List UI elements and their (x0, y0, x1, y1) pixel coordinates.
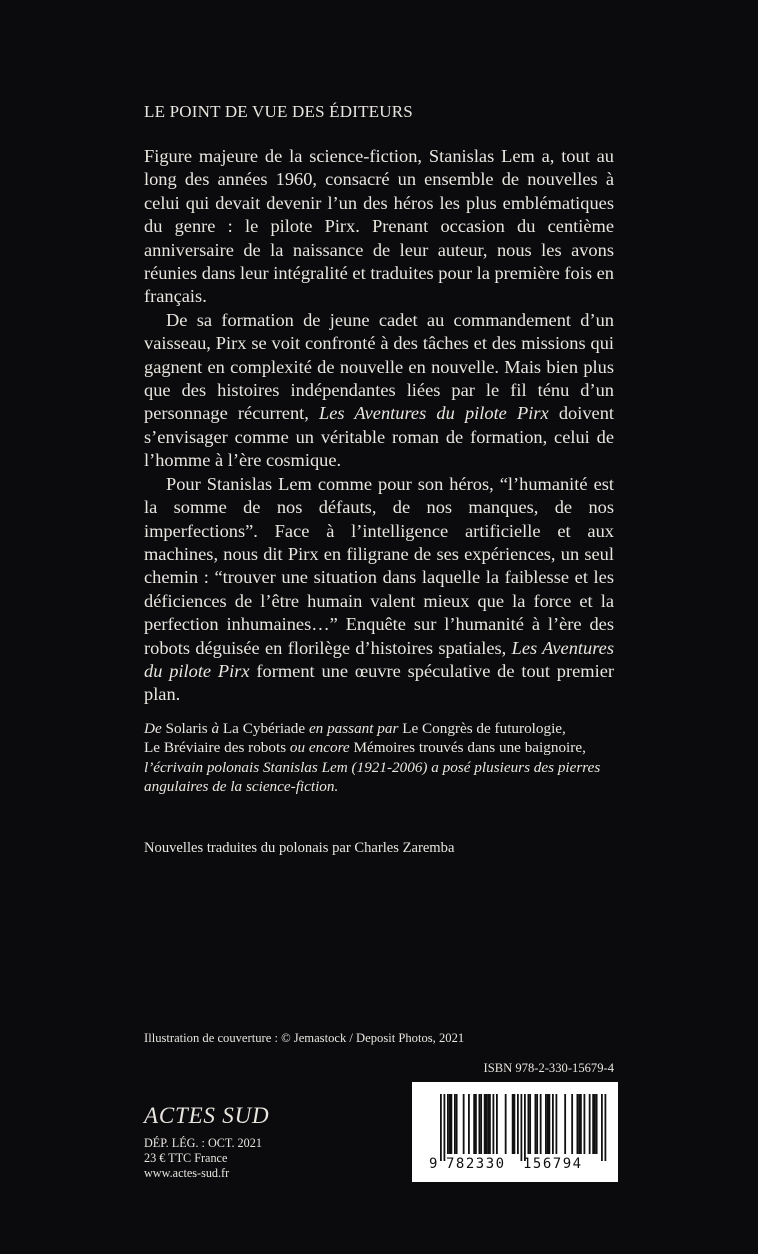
author-note (144, 719, 614, 797)
barcode-bar (447, 1094, 449, 1154)
publisher-blurb (144, 145, 614, 707)
work-title: Le Bréviaire des robots (144, 739, 287, 757)
barcode-bar (535, 1094, 537, 1154)
barcode-bar (578, 1094, 580, 1154)
work-title: Solaris (165, 720, 208, 737)
barcode-bar (540, 1094, 542, 1154)
barcode-bar (479, 1094, 481, 1154)
section-heading: LE POINT DE VUE DES ÉDITEURS (144, 102, 413, 121)
author-note-text: en passant par (308, 720, 399, 737)
barcode-guard-bar (601, 1094, 603, 1161)
barcode-bar (596, 1094, 598, 1154)
work-title: Le Congrès de futurologie, (402, 720, 566, 737)
barcode-bar (484, 1094, 486, 1154)
barcode-right-digits: 156794 (523, 1156, 583, 1172)
book-title: Les Aventures du pilote Pirx (144, 637, 614, 681)
blurb-paragraph-3 (144, 473, 614, 707)
barcode-bar (529, 1094, 531, 1154)
barcode-bar (468, 1094, 470, 1154)
illustration-credit: Illustration de couverture : © Jemastock / Deposit Photos, 2021 (144, 1031, 465, 1045)
website: www.actes-sud.fr (144, 1166, 230, 1181)
barcode-guard-bar (440, 1094, 442, 1161)
barcode-first-digit: 9 (429, 1156, 438, 1172)
work-title: La Cybériade (222, 720, 306, 737)
barcode-bar (473, 1094, 475, 1154)
barcode-bar (463, 1094, 465, 1154)
blurb-text: forment une œuvre spéculative de tout premier plan. (144, 660, 614, 705)
barcode-bar (547, 1094, 549, 1154)
barcode-bar (475, 1094, 477, 1154)
imprint-block (144, 1136, 262, 1182)
barcode-bar (496, 1094, 498, 1154)
barcode-bar (536, 1094, 538, 1154)
book-title: Les Aventures du pilote Pirx (319, 403, 549, 424)
barcode-guard-bar (521, 1094, 523, 1161)
author-note-text: l’écrivain polonais Stanislas Lem (1921-2006) a posé plusieurs des pierres angulaires de la science-fiction. (144, 758, 601, 796)
barcode-bar (486, 1094, 488, 1154)
blurb-paragraph-2 (144, 309, 614, 473)
barcode-bar (456, 1094, 458, 1154)
barcode-guard-bar (524, 1094, 526, 1161)
barcode-bar (592, 1094, 594, 1154)
translator-credit: Nouvelles traduites du polonais par Charles Zaremba (144, 840, 455, 856)
barcode-bar (549, 1094, 551, 1154)
barcode-bar (556, 1094, 558, 1154)
work-title: Mémoires trouvés dans une baignoire, (353, 739, 586, 757)
barcode (412, 1082, 618, 1182)
barcode-bar (571, 1094, 573, 1154)
barcode-bar (584, 1094, 586, 1154)
author-note-text: ou encore (289, 739, 350, 757)
barcode-bar (517, 1094, 519, 1154)
author-note-text: à (211, 720, 220, 737)
barcode-bar (594, 1094, 596, 1154)
publisher-logo: ACTES SUD (144, 1103, 270, 1128)
blurb-text: Pour Stanislas Lem comme pour son héros, “l’humanité est la somme de nos défauts, de nos manques, de nos imperfections”. Face à l’intelligence artificielle et aux machines, nous dit Pirx en filigrane de ses expériences, un seul chemin : “trouver une situation dans laquelle la faiblesse et les déficiences de l’être humain valent mieux que la force et la perfection inhumaines…” Enquête sur l’humanité à l’ère des robots déguisée en florilège d’histoires spatiales, (144, 473, 614, 658)
barcode-bar (545, 1094, 547, 1154)
barcode-bar (564, 1094, 566, 1154)
legal-deposit: DÉP. LÉG. : OCT. 2021 (144, 1136, 262, 1150)
barcode-guard-bar (444, 1094, 446, 1161)
barcode-bar (528, 1094, 530, 1154)
barcode-bar (487, 1094, 489, 1154)
barcode-bar (512, 1094, 514, 1154)
barcode-guard-bar (605, 1094, 607, 1161)
barcode-bar (454, 1094, 456, 1154)
blurb-paragraph-1: Figure majeure de la science-fiction, Stanislas Lem a, tout au long des années 1960, consacré un ensemble de nouvelles à celui qui devait devenir l’un des héros les plus emblématiques du genre : le pilote Pirx. Prenant occasion du centième anniversaire de la naissance de leur auteur, nous les avons réunies dans leur intégralité et traduites pour la première fois en français. (144, 146, 614, 307)
barcode-left-digits: 782330 (446, 1156, 506, 1172)
price: 23 € TTC France (144, 1151, 228, 1166)
isbn-label: ISBN 978-2-330-15679-4 (483, 1061, 614, 1075)
barcode-bar (580, 1094, 582, 1154)
blurb-text: De sa formation de jeune cadet au commandement d’un vaisseau, Pirx se voit confronté à des tâches et des missions qui gagnent en complexité de nouvelle en nouvelle. Mais bien plus que des histoires indépendantes liées par le fil ténu d’un personnage récurrent, (144, 309, 614, 424)
barcode-bar (493, 1094, 495, 1154)
barcode-bar (514, 1094, 516, 1154)
barcode-bar (480, 1094, 482, 1154)
barcode-bar (489, 1094, 491, 1154)
barcode-bar (552, 1094, 554, 1154)
barcode-bar (449, 1094, 451, 1154)
barcode-bar (505, 1094, 507, 1154)
barcode-bar (589, 1094, 591, 1154)
barcode-bar (577, 1094, 579, 1154)
barcode-digits (412, 1156, 618, 1178)
barcode-bar (451, 1094, 453, 1154)
blurb-text: doivent s’envisager comme un véritable roman de formation, celui de l’homme à l’ère cosmique. (144, 403, 614, 471)
author-note-text: De (144, 720, 162, 737)
